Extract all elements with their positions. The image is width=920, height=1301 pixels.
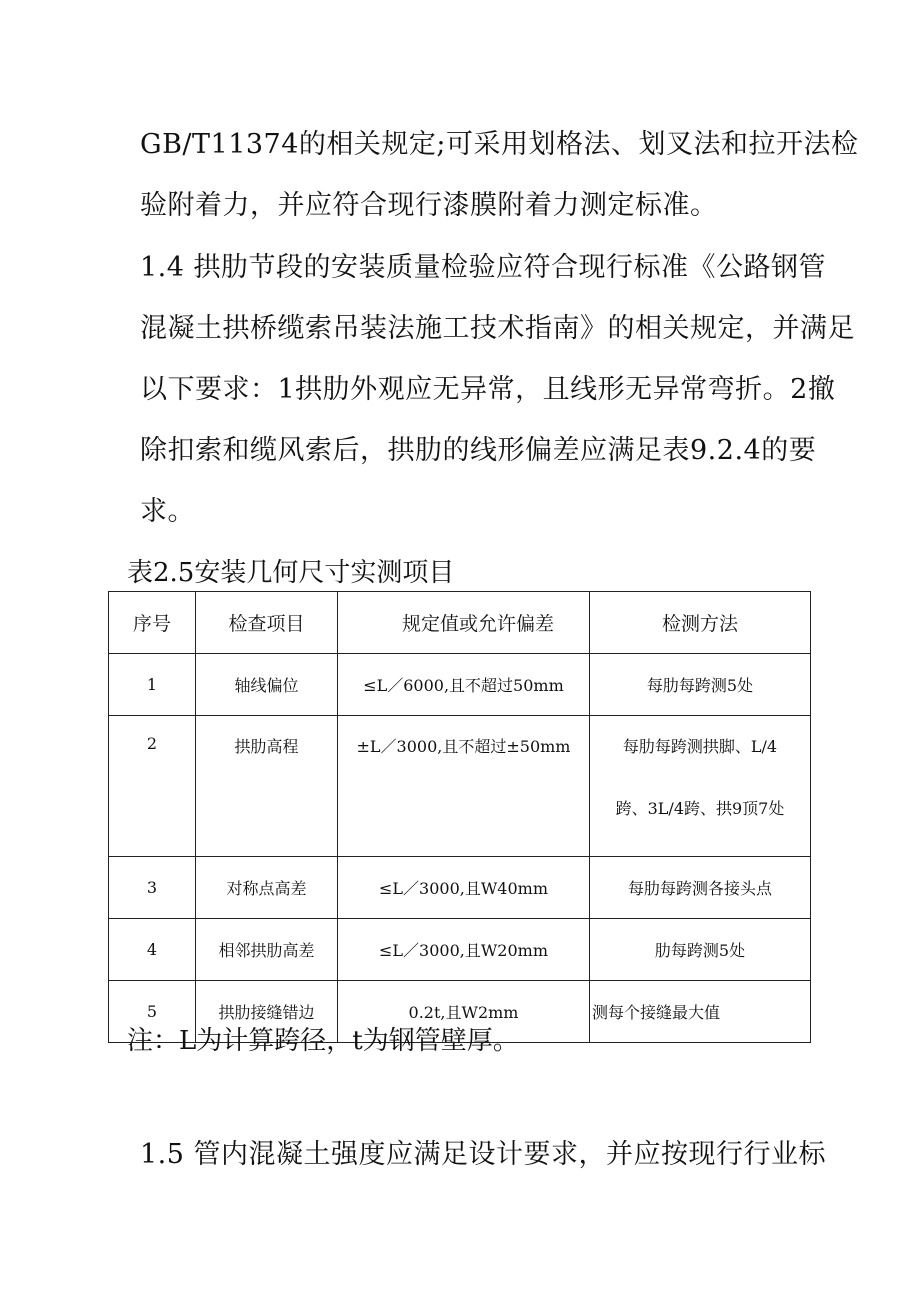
header-method: 检测方法 [590,592,811,654]
cell-no: 2 [109,716,196,857]
header-tolerance: 规定值或允许偏差 [338,592,590,654]
paragraph-line: 1.4 拱肋节段的安装质量检验应符合现行标准《公路钢管 [140,252,827,283]
cell-item: 拱肋高程 [196,716,338,857]
cell-tolerance: 0.2t,且W2mm [338,981,590,1043]
cell-item: 拱肋接缝错边 [196,981,338,1043]
cell-tolerance: ≤L／3000,且W20mm [338,919,590,981]
cell-no: 4 [109,919,196,981]
inspection-table [108,591,811,1043]
table-row [109,857,811,919]
cell-tolerance: ±L／3000,且不超过±50mm [338,716,590,857]
cell-tolerance: ≤L／3000,且W40mm [338,857,590,919]
table-row [109,654,811,716]
table-row [109,919,811,981]
header-item: 检查项目 [196,592,338,654]
cell-method-line: 跨、3L/4跨、拱9顶7处 [615,799,785,818]
cell-method [590,716,811,857]
paragraph-line: 验附着力，并应符合现行漆膜附着力测定标准。 [140,190,718,221]
paragraph-line: 混凝土拱桥缆索吊装法施工技术指南》的相关规定，并满足 [140,313,855,344]
cell-item: 对称点高差 [196,857,338,919]
table-caption: 表2.5安装几何尺寸实测项目 [127,558,455,588]
cell-tolerance: ≤L／6000,且不超过50mm [338,654,590,716]
cell-method-line: 每肋每跨测拱脚、L/4 [622,737,778,756]
cell-item: 相邻拱肋高差 [196,919,338,981]
paragraph-line: GB/T11374的相关规定;可采用划格法、划叉法和拉开法检 [140,129,859,160]
paragraph-line: 除扣索和缆风索后，拱肋的线形偏差应满足表9.2.4的要 [140,435,817,466]
section-heading-1-5: 1.5 管内混凝土强度应满足设计要求，并应按现行行业标 [140,1139,827,1170]
paragraph-line: 以下要求：1拱肋外观应无异常，且线形无异常弯折。2撤 [140,374,836,405]
cell-method: 每肋每跨测5处 [590,654,811,716]
cell-method: 测每个接缝最大值 [590,981,811,1043]
table-header-row [109,592,811,654]
cell-method: 肋每跨测5处 [590,919,811,981]
cell-method: 每肋每跨测各接头点 [590,857,811,919]
cell-no: 1 [109,654,196,716]
paragraph-line: 求。 [140,496,195,527]
table-row [109,716,811,857]
table-note: 注：L为计算跨径，t为钢管壁厚。 [127,1026,519,1056]
cell-item: 轴线偏位 [196,654,338,716]
cell-no: 5 [109,981,196,1043]
cell-no: 3 [109,857,196,919]
header-no: 序号 [109,592,196,654]
